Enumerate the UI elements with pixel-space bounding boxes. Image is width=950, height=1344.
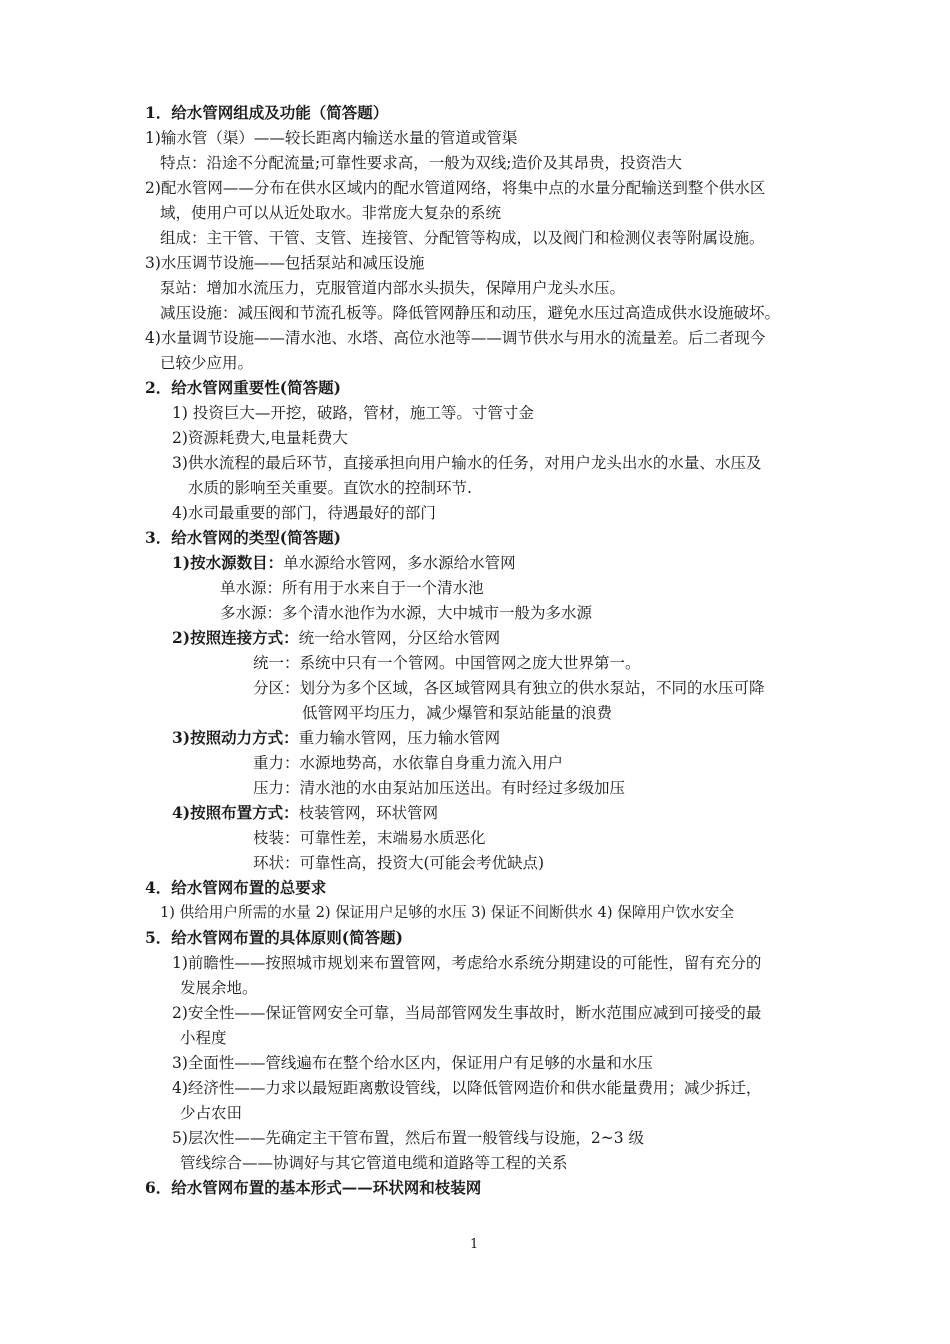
type-group-4 [172, 803, 438, 823]
type-group-label: 3)按照动力方式： [172, 728, 299, 747]
type-group-label: 1)按水源数目： [172, 553, 284, 572]
section-5-line: 3)全面性——管线遍布在整个给水区内，保证用户有足够的水量和水压 [172, 1054, 653, 1072]
section-5-line: 少占农田 [180, 1104, 243, 1122]
section-1-line: 域，使用户可以从近处取水。非常庞大复杂的系统 [160, 204, 502, 222]
type-group-1 [172, 553, 516, 573]
section-1-line: 3)水压调节设施——包括泵站和减压设施 [145, 254, 425, 272]
section-5-line: 发展余地。 [180, 979, 258, 997]
section-2-line: 3)供水流程的最后环节，直接承担向用户输水的任务，对用户龙头出水的水量、水压及 [172, 454, 762, 472]
section-2-line: 4)水司最重要的部门，待遇最好的部门 [172, 504, 436, 522]
section-1-heading: 1．给水管网组成及功能（简答题） [145, 103, 389, 122]
section-5-line: 管线综合——协调好与其它管道电缆和道路等工程的关系 [180, 1154, 568, 1172]
section-3-heading: 3．给水管网的类型(简答题) [145, 528, 341, 547]
section-2-line: 1) 投资巨大—开挖，破路，管材，施工等。寸管寸金 [172, 404, 534, 422]
section-5-line: 4)经济性——力求以最短距离敷设管线，以降低管网造价和供水能量费用；减少拆迁， [172, 1079, 762, 1097]
type-group-line: 压力：清水池的水由泵站加压送出。有时经过多级加压 [253, 779, 626, 797]
type-group-text: 单水源给水管网，多水源给水管网 [283, 554, 516, 572]
type-group-line: 多水源：多个清水池作为水源，大中城市一般为多水源 [220, 604, 593, 622]
section-1-line: 2)配水管网——分布在供水区域内的配水管道网络，将集中点的水量分配输送到整个供水区 [145, 179, 766, 197]
section-1-line: 4)水量调节设施——清水池、水塔、高位水池等——调节供水与用水的流量差。后二者现今 [145, 329, 766, 347]
type-group-text: 枝装管网，环状管网 [298, 804, 439, 822]
section-2-line: 2)资源耗费大,电量耗费大 [172, 429, 348, 447]
type-group-line: 单水源：所有用于水来自于一个清水池 [220, 579, 484, 597]
type-group-label: 4)按照布置方式： [172, 803, 299, 822]
section-2-heading: 2．给水管网重要性(简答题) [145, 378, 341, 397]
type-group-3 [172, 728, 500, 748]
type-group-line: 重力：水源地势高，水依靠自身重力流入用户 [253, 754, 564, 772]
type-group-line: 枝装：可靠性差，末端易水质恶化 [253, 829, 486, 847]
section-1-line: 1)输水管（渠）——较长距离内输送水量的管道或管渠 [145, 129, 518, 147]
type-group-line: 低管网平均压力，减少爆管和泵站能量的浪费 [302, 704, 613, 722]
section-5-line: 小程度 [180, 1029, 227, 1047]
type-group-line: 统一：系统中只有一个管网。中国管网之庞大世界第一。 [253, 654, 641, 672]
section-1-line: 泵站：增加水流压力，克服管道内部水头损失，保障用户龙头水压。 [160, 279, 626, 297]
type-group-2 [172, 628, 500, 648]
type-group-label: 2)按照连接方式： [172, 628, 299, 647]
type-group-text: 重力输水管网，压力输水管网 [298, 729, 501, 747]
section-6-heading: 6．给水管网布置的基本形式——环状网和枝装网 [145, 1178, 482, 1197]
section-5-heading: 5．给水管网布置的具体原则(简答题) [145, 928, 403, 947]
type-group-text: 统一给水管网，分区给水管网 [298, 629, 501, 647]
page-number: 1 [470, 1237, 479, 1252]
section-2-line: 水质的影响至关重要。直饮水的控制环节. [188, 479, 472, 497]
section-5-line: 2)安全性——保证管网安全可靠，当局部管网发生事故时，断水范围应减到可接受的最 [172, 1004, 762, 1022]
section-5-line: 5)层次性——先确定主干管布置，然后布置一般管线与设施，2~3 级 [172, 1129, 645, 1147]
section-1-line: 组成：主干管、干管、支管、连接管、分配管等构成，以及阀门和检测仪表等附属设施。 [160, 229, 765, 247]
section-1-line: 特点：沿途不分配流量;可靠性要求高，一般为双线;造价及其昂贵，投资浩大 [160, 154, 682, 172]
section-4-line: 1) 供给用户所需的水量 2) 保证用户足够的水压 3) 保证不间断供水 4) 保障用户饮水安全 [160, 904, 734, 921]
type-group-line: 环状：可靠性高，投资大(可能会考优缺点) [253, 854, 545, 872]
section-1-line: 减压设施：减压阀和节流孔板等。降低管网静压和动压，避免水压过高造成供水设施破坏。 [160, 304, 781, 322]
section-5-line: 1)前瞻性——按照城市规划来布置管网，考虑给水系统分期建设的可能性，留有充分的 [172, 954, 762, 972]
section-4-heading: 4．给水管网布置的总要求 [145, 878, 327, 897]
type-group-line: 分区：划分为多个区域，各区域管网具有独立的供水泵站，不同的水压可降 [253, 679, 765, 697]
section-1-line: 已较少应用。 [160, 354, 254, 372]
